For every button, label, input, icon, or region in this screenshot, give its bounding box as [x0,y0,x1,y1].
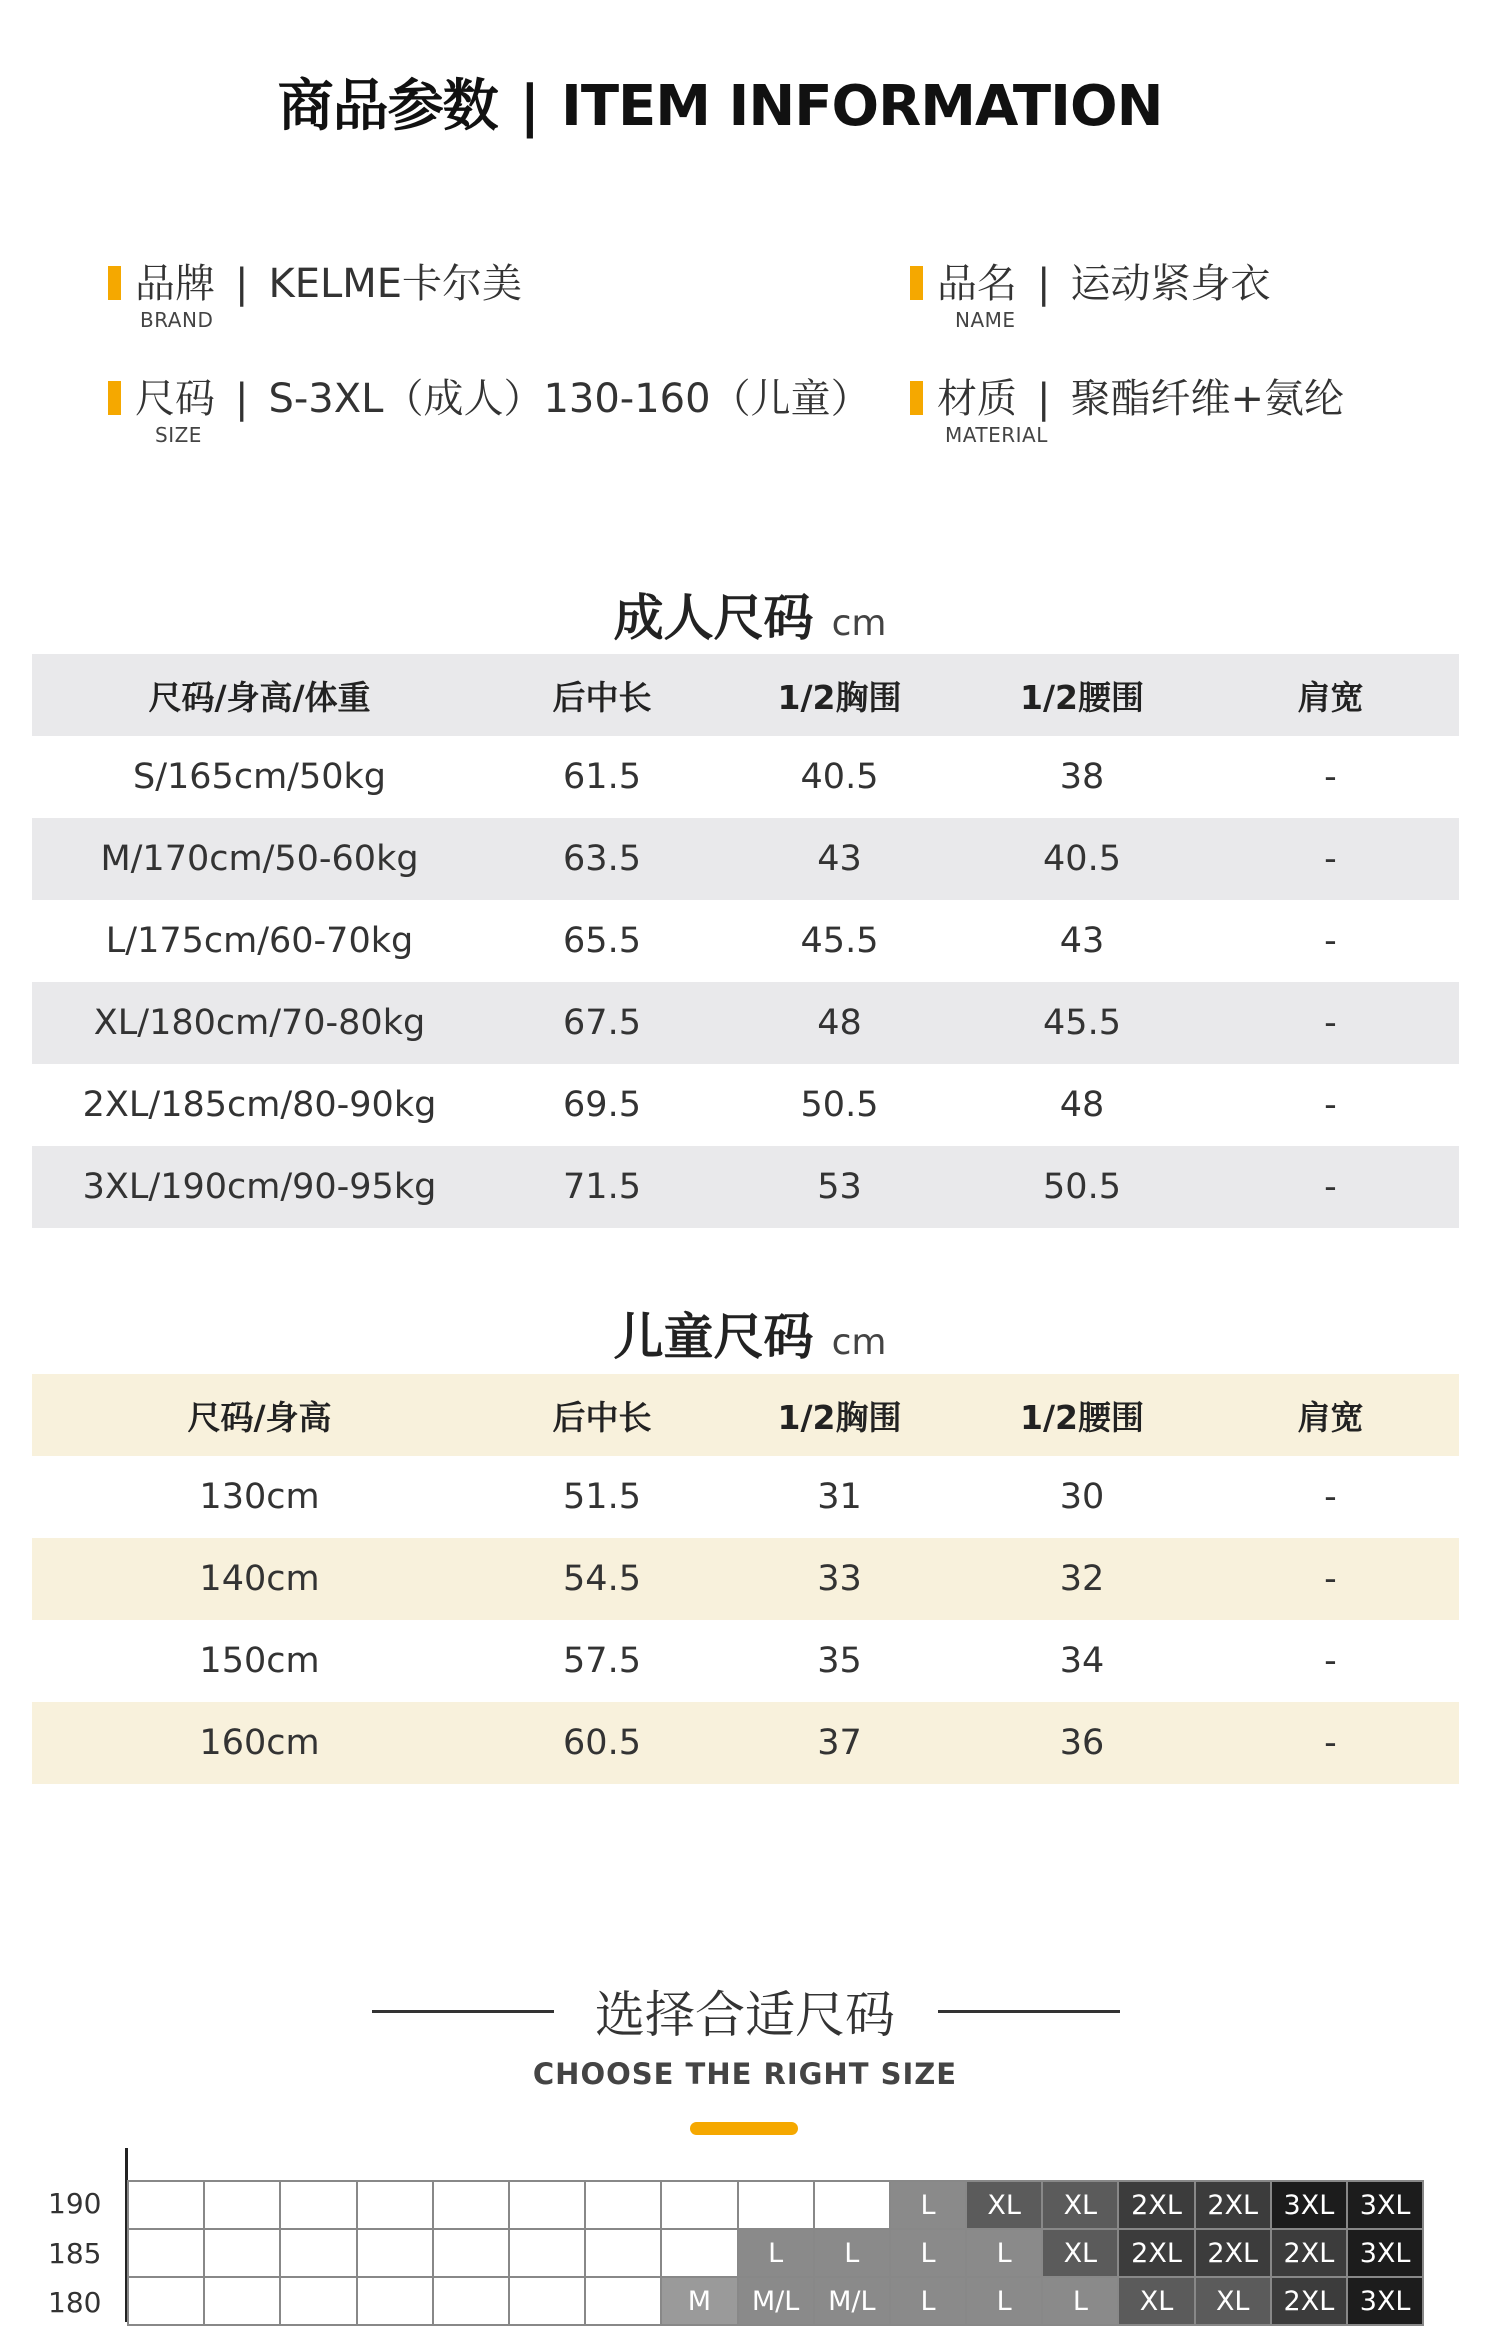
kids-size-table [32,1374,1459,1784]
table-cell: - [1324,839,1337,879]
grid-cell [433,2229,509,2277]
grid-cell: 3XL [1347,2181,1423,2229]
grid-cell: 3XL [1271,2181,1347,2229]
adult-unit: cm [831,603,887,644]
grid-row [128,2277,1423,2325]
grid-row [128,2181,1423,2229]
header-cell: 尺码/身高/体重 [148,677,371,717]
name-label: 品名 [937,261,1017,307]
grid-row [128,2229,1423,2277]
grid-cell: L [814,2229,890,2277]
table-cell: 48 [1059,1085,1105,1125]
grid-cell [585,2229,661,2277]
table-cell: 65.5 [563,921,641,961]
grid-cell: 2XL [1271,2229,1347,2277]
grid-cell: L [890,2229,966,2277]
grid-cell: 2XL [1118,2181,1194,2229]
table-cell: M/170cm/50-60kg [100,839,419,879]
header-cell: 1/2胸围 [777,1397,902,1437]
table-cell: 61.5 [563,757,641,797]
table-cell: 40.5 [800,757,879,797]
grid-cell: L [738,2229,814,2277]
table-cell: 45.5 [1043,1003,1121,1043]
grid-cell: 2XL [1195,2229,1271,2277]
main-title [0,62,1440,142]
table-cell: 30 [1059,1477,1105,1517]
grid-cell: 3XL [1347,2277,1423,2325]
kids-unit: cm [831,1322,887,1363]
table-cell: S/165cm/50kg [133,757,386,797]
material-label: 材质 [937,376,1017,422]
table-cell: 31 [817,1477,862,1517]
header-cell: 1/2腰围 [1020,1397,1144,1437]
grid-cell: L [966,2229,1042,2277]
grid-cell [661,2181,737,2229]
table-cell: 71.5 [563,1167,641,1207]
table-row [32,1620,1459,1702]
table-cell: - [1324,1477,1337,1517]
info-name [910,252,1270,309]
accent-bar [910,381,923,415]
table-cell: 43 [817,839,862,879]
table-cell: 32 [1059,1559,1105,1599]
grid-cell [204,2181,280,2229]
grid-cell: M [661,2277,737,2325]
title-divider: | [519,74,540,139]
grid-cell [128,2229,204,2277]
grid-cell [661,2229,737,2277]
table-cell: 140cm [199,1559,320,1599]
size-label: 尺码 [135,376,215,422]
grid-cell [357,2181,433,2229]
grid-cell [738,2181,814,2229]
grid-cell [280,2277,356,2325]
grid-cell [280,2181,356,2229]
brand-sub: BRAND [140,308,214,332]
grid-cell: M/L [814,2277,890,2325]
table-cell: 37 [817,1723,862,1763]
grid-cell [280,2229,356,2277]
table-cell: - [1324,1723,1337,1763]
table-row [32,818,1459,900]
info-pipe: | [1037,261,1051,307]
grid-cell: M/L [738,2277,814,2325]
grid-cell: L [890,2181,966,2229]
adult-title [0,578,1500,650]
material-value: 聚酯纤维+氨纶 [1070,376,1344,422]
info-material [910,367,1344,424]
grid-cell: L [890,2277,966,2325]
grid-cell: 2XL [1195,2181,1271,2229]
table-cell: 50.5 [800,1085,879,1125]
table-cell: - [1324,921,1337,961]
table-row [32,1702,1459,1784]
table-row [32,736,1459,818]
table-cell: - [1324,1003,1337,1043]
header-cell: 尺码/身高 [187,1397,332,1437]
info-size [108,367,871,424]
header-cell: 1/2腰围 [1020,677,1144,717]
grid-cell [128,2181,204,2229]
table-cell: 3XL/190cm/90-95kg [82,1167,437,1207]
grid-cell [204,2229,280,2277]
choose-subtitle: CHOOSE THE RIGHT SIZE [532,2057,958,2091]
height-label: 180 [48,2286,102,2319]
grid-cell [585,2181,661,2229]
table-row [32,1064,1459,1146]
height-label: 185 [48,2237,102,2270]
table-cell: 34 [1059,1641,1105,1681]
choose-title-line-right [938,2010,1120,2013]
table-cell: - [1324,1167,1337,1207]
size-recommendation-grid [127,2180,1424,2326]
table-cell: 69.5 [563,1085,641,1125]
choose-accent-bar [690,2122,798,2135]
table-cell: 57.5 [563,1641,641,1681]
header-cell: 后中长 [552,677,652,717]
header-cell: 肩宽 [1297,1397,1364,1437]
table-cell: 43 [1059,921,1105,961]
name-value: 运动紧身衣 [1070,261,1271,307]
grid-cell: L [966,2277,1042,2325]
table-cell: 35 [817,1641,862,1681]
grid-cell [433,2277,509,2325]
choose-title: 选择合适尺码 [595,1986,895,2044]
accent-bar [108,381,121,415]
table-cell: - [1324,1085,1337,1125]
grid-cell [585,2277,661,2325]
table-cell: 51.5 [563,1477,641,1517]
table-cell: 45.5 [800,921,879,961]
grid-cell [509,2277,585,2325]
table-row [32,1538,1459,1620]
table-cell: - [1324,1559,1337,1599]
table-cell: - [1324,1641,1337,1681]
grid-cell [357,2277,433,2325]
table-cell: 38 [1059,757,1105,797]
table-cell: XL/180cm/70-80kg [93,1003,426,1043]
table-cell: - [1324,757,1337,797]
height-label: 190 [48,2187,102,2220]
table-row [32,900,1459,982]
grid-cell: XL [1195,2277,1271,2325]
grid-cell [814,2181,890,2229]
size-value: S-3XL（成人）130-160（儿童） [268,376,871,422]
grid-cell: L [1042,2277,1118,2325]
brand-value: KELME卡尔美 [268,261,523,307]
grid-cell: XL [966,2181,1042,2229]
info-pipe: | [235,261,249,307]
table-cell: 2XL/185cm/80-90kg [82,1085,437,1125]
grid-cell: XL [1118,2277,1194,2325]
main-title-cn: 商品参数 [277,74,498,139]
table-header-row [32,1374,1459,1456]
kids-title [0,1297,1500,1369]
grid-cell [204,2277,280,2325]
grid-cell: XL [1042,2181,1118,2229]
table-cell: 63.5 [563,839,641,879]
material-sub: MATERIAL [945,423,1048,447]
table-row [32,1146,1459,1228]
table-header-row [32,654,1459,736]
grid-cell [509,2229,585,2277]
info-pipe: | [1037,376,1051,422]
table-row [32,1456,1459,1538]
grid-cell: 3XL [1347,2229,1423,2277]
kids-title-text: 儿童尺码 [613,1308,814,1366]
grid-cell: XL [1042,2229,1118,2277]
accent-bar [910,266,923,300]
table-cell: 48 [817,1003,862,1043]
header-cell: 1/2胸围 [777,677,902,717]
table-cell: 67.5 [563,1003,641,1043]
grid-cell: 2XL [1118,2229,1194,2277]
table-cell: 33 [817,1559,862,1599]
info-brand [108,252,522,309]
table-row [32,982,1459,1064]
info-pipe: | [235,376,249,422]
table-cell: 53 [817,1167,862,1207]
table-cell: 130cm [199,1477,320,1517]
adult-size-table [32,654,1459,1228]
adult-title-text: 成人尺码 [613,589,814,647]
table-cell: 60.5 [563,1723,641,1763]
table-cell: 40.5 [1043,839,1121,879]
table-cell: 54.5 [563,1559,641,1599]
accent-bar [108,266,121,300]
brand-label: 品牌 [135,261,215,307]
table-cell: 150cm [199,1641,320,1681]
table-cell: L/175cm/60-70kg [105,921,414,961]
table-cell: 160cm [199,1723,320,1763]
name-sub: NAME [955,308,1016,332]
grid-cell [433,2181,509,2229]
header-cell: 肩宽 [1297,677,1364,717]
grid-cell [128,2277,204,2325]
header-cell: 后中长 [552,1397,652,1437]
table-cell: 50.5 [1043,1167,1121,1207]
main-title-en: ITEM INFORMATION [561,74,1163,139]
grid-cell: 2XL [1271,2277,1347,2325]
grid-cell [357,2229,433,2277]
grid-cell [509,2181,585,2229]
size-sub: SIZE [155,423,202,447]
table-cell: 36 [1059,1723,1105,1763]
